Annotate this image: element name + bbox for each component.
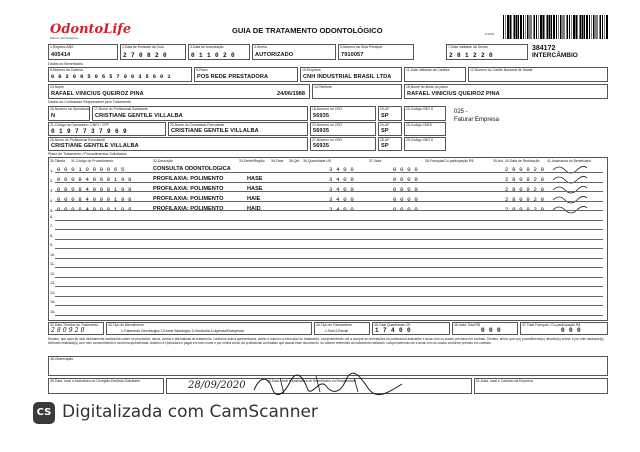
- guide-number: 384172: [532, 45, 556, 52]
- field-label: 13-Nome: [50, 85, 64, 89]
- row-number: 11-: [50, 262, 55, 266]
- field-value: 56935: [313, 128, 330, 134]
- field-value: N: [51, 113, 56, 119]
- ans-register-field: [48, 44, 118, 60]
- field-label: 24-UF: [380, 123, 390, 127]
- field-label: 25-Código CNES: [406, 123, 433, 127]
- field-label: 18-Número no CRO: [312, 107, 343, 111]
- table-row-line: [55, 182, 603, 183]
- cro-professional-field: [310, 137, 376, 151]
- password-field: [252, 44, 336, 60]
- row-number: 2-: [50, 178, 54, 183]
- field-label: 16-Número na Operadora: [50, 107, 89, 111]
- field-value: AUTORIZADO: [255, 52, 294, 58]
- uf-field: [378, 106, 402, 121]
- handwritten-signature-date: 28/09/2020: [188, 380, 246, 391]
- col-header-signature: 41-Assinatura do Beneficiário: [547, 159, 592, 163]
- col-header-table: 30-Tabela: [50, 159, 65, 163]
- table-row-line: [55, 296, 603, 297]
- procedure-description: PROFILAXIA: POLIMENTO: [153, 176, 224, 182]
- row-number: 15-: [50, 300, 56, 304]
- company-stamp-field: [474, 378, 608, 394]
- field-label: 19-UF: [380, 107, 390, 111]
- field-label: 4-Senha: [254, 45, 267, 49]
- field-label: 8-Número da Carteira: [50, 68, 83, 72]
- field-label: 12-Número do Cartão Nacional de Saúde: [470, 68, 533, 72]
- contracted-section-title: Dados do Contratado Responsável pelo Tratamento: [48, 100, 131, 104]
- procedure-code: 0 0 0 8 4 0 0 0 1 9 8: [57, 206, 132, 213]
- field-value: RAFAEL VINICIUS QUEIROZ PINA: [51, 91, 144, 97]
- table-row-line: [55, 220, 603, 221]
- field-value: SP: [381, 128, 389, 134]
- field-label: 27-Número no CRO: [312, 138, 343, 142]
- cns-field: [468, 67, 608, 82]
- cro-executing-field: [310, 122, 376, 136]
- table-row-line: [55, 286, 603, 287]
- procedure-us: 3 4 0 0: [329, 166, 354, 173]
- beneficiary-name-field: [48, 84, 310, 99]
- guide-small-code: 2-GTO: [485, 32, 495, 36]
- field-label: 17-Nome do Profissional Solicitante: [94, 107, 148, 111]
- field-label: 26-Nome do Profissional Executante: [50, 138, 106, 142]
- field-value: 0 0 2 0 0 5 0 6 5 7 0 0 3 5 6 0 1: [51, 74, 171, 80]
- procedure-tooth: HASE: [247, 186, 263, 192]
- cbo-field: [404, 106, 446, 121]
- col-header-date: 40-Data de Realização: [505, 159, 540, 163]
- field-value: RAFAEL VINICIUS QUEIROZ PINA: [407, 91, 500, 97]
- field-value: 2 7 0 8 2 0: [123, 52, 168, 59]
- guide-type: INTERCÂMBIO: [532, 52, 578, 59]
- company-field: [300, 67, 402, 82]
- term-date-field: [48, 322, 104, 335]
- procedure-value: 0 0 0 0: [393, 206, 418, 213]
- field-label: 23-Número no CRO: [312, 123, 343, 127]
- service-type-options: 1-Tratamento Odontológico 2-Exame Radiológico 3-Ortodontia 4-Urgência/Emergência: [121, 329, 244, 333]
- procedure-us: 3 4 0 0: [329, 176, 354, 183]
- col-header-auth: 39-Aut: [493, 159, 503, 163]
- field-label: 11-Data Validade da Carteira: [406, 68, 450, 72]
- birth-date: 24/06/1988: [277, 91, 305, 97]
- phone-field: [312, 84, 402, 99]
- field-label: 46-Valor Total R$: [454, 323, 480, 327]
- procedure-value: 0 0 0 0: [393, 186, 418, 193]
- cbo-professional-field: [404, 137, 446, 151]
- row-number: 6-: [50, 214, 54, 219]
- field-value: 1 7 4 0 0: [375, 327, 412, 334]
- field-label: 48-Observação: [50, 357, 74, 361]
- beneficiary-section-title: Dados do Beneficiário: [48, 62, 84, 66]
- field-label: 14-Telefone: [314, 85, 332, 89]
- row-number: 9-: [50, 243, 54, 247]
- field-label: 51-Data, local e Carimbo da Empresa: [476, 379, 533, 383]
- field-label: 50-Data, local e Assinatura do Beneficiário ou Responsável: [267, 379, 357, 383]
- table-row-line: [55, 315, 603, 316]
- table-row-line: [55, 191, 603, 192]
- table-row-line: [55, 201, 603, 202]
- procedure-us: 3 4 0 0: [329, 186, 354, 193]
- field-value: 56935: [313, 143, 330, 149]
- field-label: 45-Total Quantidade US: [374, 323, 411, 327]
- procedure-date: 2 8 0 9 2 0: [505, 206, 545, 213]
- field-label: 47-Total Franquia / Co-participação R$: [522, 323, 581, 327]
- procedure-description: PROFILAXIA: POLIMENTO: [153, 186, 224, 192]
- field-value: 405414: [51, 52, 71, 58]
- billing-side-text: Faturar Empresa: [454, 117, 500, 123]
- procedures-section-title: Plano de Tratamento / Procedimentos Solicitados: [48, 152, 127, 156]
- billing-type-options: 1-Total 2-Parcial: [325, 329, 349, 333]
- row-number: 4-: [50, 198, 54, 203]
- col-header-tooth: 33-Dente/Região: [239, 159, 265, 163]
- procedure-date: 2 8 0 9 2 0: [505, 186, 545, 193]
- uf-professional-field: [378, 137, 402, 151]
- table-row-line: [55, 277, 603, 278]
- field-label: 7-Data Validade da Senha: [448, 45, 488, 49]
- procedures-table: [48, 157, 608, 321]
- field-value: CRISTIANE GENTILE VILLALBA: [95, 113, 183, 119]
- executing-professional-field: [48, 137, 308, 151]
- procedure-code: 0 0 0 8 4 0 0 0 1 9 8: [57, 176, 132, 183]
- field-value: 7910057: [341, 52, 364, 58]
- col-header-copay: 38-Franquia/Co-participação R$: [425, 159, 474, 163]
- cro-field: [310, 106, 376, 121]
- field-value: CRISTIANE GENTILE VILLALBA: [51, 143, 139, 149]
- handwritten-signature: [250, 372, 410, 398]
- billing-side-code: 025 -: [454, 109, 468, 115]
- declaration-text: Declaro, que após ter sido devidamente esclarecido sobre os propósitos, riscos, custos e alternativas de tratamento, conforme acima apresentados, aceito e autorizo a execução do tratamento, comprometendo-me a cumprir as orientações do profissional assistente e arcar com os custos previstos em contrato. Declaro, ainda, que o(s) procedimento(s) descrito(s) acima, e por mim assinado(s), foi/foram realizado(s) com meu consentimento e da forma apresentada. Autorizo a Operadora e pagar em meu nome e por minha conta, ao profissional contratado que assina esse documento, os valores referentes ao tratamento realizado, comprometendo-me a arcar com os custos conforme previsto em contrato.: [48, 337, 605, 345]
- table-row-line: [55, 305, 603, 306]
- operator-number-field: [48, 106, 90, 121]
- field-label: 5-Número da Guia Principal: [340, 45, 382, 49]
- camscanner-badge-text: CS: [36, 407, 52, 418]
- field-label: 10-Empresa: [302, 68, 321, 72]
- uf-executing-field: [378, 122, 402, 136]
- field-label: 22-Nome do Contratado Executante: [170, 123, 225, 127]
- password-validity-field: [446, 44, 528, 60]
- total-value-field: [452, 322, 518, 335]
- procedure-value: 0 0 0 0: [393, 166, 418, 173]
- cpf-field: [48, 122, 166, 136]
- camscanner-badge: [33, 402, 55, 424]
- procedure-description: PROFILAXIA: POLIMENTO: [153, 206, 224, 212]
- field-label: 42-Data Término do Tratamento: [50, 323, 99, 327]
- col-header-code: 31-Código do Procedimento: [71, 159, 114, 163]
- field-label: 49-Data, local e Assinatura do Cirurgião-Dentista Solicitante: [50, 379, 141, 383]
- col-header-us: 36-Quantidade US: [303, 159, 332, 163]
- row-number: 12-: [50, 271, 56, 276]
- field-label: 2-Data de Emissão da Guia: [122, 45, 164, 49]
- col-header-description: 32-Descrição: [153, 159, 173, 163]
- procedure-description: PROFILAXIA: POLIMENTO: [153, 196, 224, 202]
- procedure-code: 0 0 0 1 0 0 0 0 6 5: [57, 166, 125, 173]
- field-value: 0 0 0: [481, 327, 502, 334]
- table-row-line: [55, 229, 603, 230]
- field-value: SP: [381, 113, 389, 119]
- procedure-description: CONSULTA ODONTOLOGICA: [153, 166, 231, 172]
- procedure-value: 0 0 0 0: [393, 196, 418, 203]
- table-row-line: [55, 210, 603, 211]
- field-label: 3-Data de Autorização: [190, 45, 224, 49]
- logo: [50, 20, 130, 40]
- procedure-us: 3 4 0 0: [329, 206, 354, 213]
- field-value: POS REDE PRESTADORA: [197, 74, 269, 80]
- field-label: 29-Código CBO S: [406, 138, 434, 142]
- field-label: 1-Registro ANS: [50, 45, 74, 49]
- procedure-date: 2 8 0 9 2 0: [505, 176, 545, 183]
- table-row-line: [55, 267, 603, 268]
- service-type-field: [106, 322, 312, 335]
- procedure-us: 3 4 0 0: [329, 196, 354, 203]
- procedure-date: 2 8 0 9 2 0: [505, 166, 545, 173]
- main-guide-number-field: [338, 44, 414, 60]
- card-validity-field: [404, 67, 466, 82]
- row-number: 8-: [50, 233, 54, 238]
- cnes-field: [404, 122, 446, 136]
- field-value: 56935: [313, 113, 330, 119]
- logo-subtitle: Planos odontológicos: [50, 36, 79, 40]
- field-value: SP: [381, 143, 389, 149]
- procedure-tooth: HASE: [247, 176, 263, 182]
- table-row-line: [55, 258, 603, 259]
- plan-field: [194, 67, 298, 82]
- col-header-face: 34-Face: [271, 159, 284, 163]
- table-row-line: [55, 239, 603, 240]
- row-number: 3-: [50, 188, 54, 193]
- row-number: 16-: [50, 309, 56, 314]
- table-row-line: [55, 248, 603, 249]
- billing-type-field: [314, 322, 370, 335]
- field-value: 0 0 0: [561, 327, 582, 334]
- logo-text: OdontoLife: [50, 22, 132, 37]
- field-label: 28-UF: [380, 138, 390, 142]
- procedure-value: 0 0 0 0: [393, 176, 418, 183]
- procedure-date: 2 8 0 9 2 0: [505, 196, 545, 203]
- card-number-field: [48, 67, 192, 82]
- field-label: 9-Plano: [196, 68, 208, 72]
- requesting-professional-field: [92, 106, 308, 121]
- page-title: GUIA DE TRATAMENTO ODONTOLÓGICO: [232, 26, 383, 35]
- field-label: 44-Tipo de Faturamento: [316, 323, 353, 327]
- col-header-qty: 35-Qtd: [289, 159, 300, 163]
- executing-contractor-field: [168, 122, 308, 136]
- row-number: 10-: [50, 252, 56, 257]
- dentist-signature-field: [48, 378, 164, 394]
- col-header-value: 37-Valor: [369, 159, 382, 163]
- field-label: 15-Nome do titular do plano: [406, 85, 448, 89]
- procedure-tooth: HAIE: [247, 196, 261, 202]
- holder-name-field: [404, 84, 608, 99]
- authorization-date-field: [188, 44, 250, 60]
- procedure-code: 0 0 0 8 4 0 0 0 1 9 8: [57, 186, 132, 193]
- field-value: CNH INDUSTRIAL BRASIL LTDA: [303, 74, 392, 80]
- field-value: CRISTIANE GENTILE VILLALBA: [171, 128, 259, 134]
- row-number: 5-: [50, 208, 54, 213]
- field-value: 0 1 1 0 2 0: [191, 52, 236, 59]
- row-number: 13-: [50, 281, 56, 285]
- row-number: 1-: [50, 168, 54, 173]
- row-number: 14-: [50, 290, 56, 295]
- procedure-tooth: HAID: [247, 206, 261, 212]
- field-value: 0 1 9 7 7 3 7 9 6 9: [51, 128, 128, 135]
- field-value: 2 8 1 2 2 0: [449, 52, 494, 59]
- camscanner-watermark: Digitalizada com CamScanner: [62, 402, 318, 422]
- procedure-code: 0 0 0 8 4 0 0 0 1 9 8: [57, 196, 132, 203]
- field-label: 21-Código na Operadora / CNPJ / CPF: [50, 123, 109, 127]
- barcode: [503, 15, 608, 39]
- total-us-field: [372, 322, 450, 335]
- term-date-handwritten: 2 8 0 9 2 0: [51, 327, 85, 334]
- field-label: 20-Código CBO S: [406, 107, 434, 111]
- issue-date-field: [120, 44, 186, 60]
- field-label: 43-Tipo de Atendimento: [108, 323, 144, 327]
- row-number: 7-: [50, 224, 54, 228]
- total-copay-field: [520, 322, 608, 335]
- table-row-line: [55, 172, 603, 173]
